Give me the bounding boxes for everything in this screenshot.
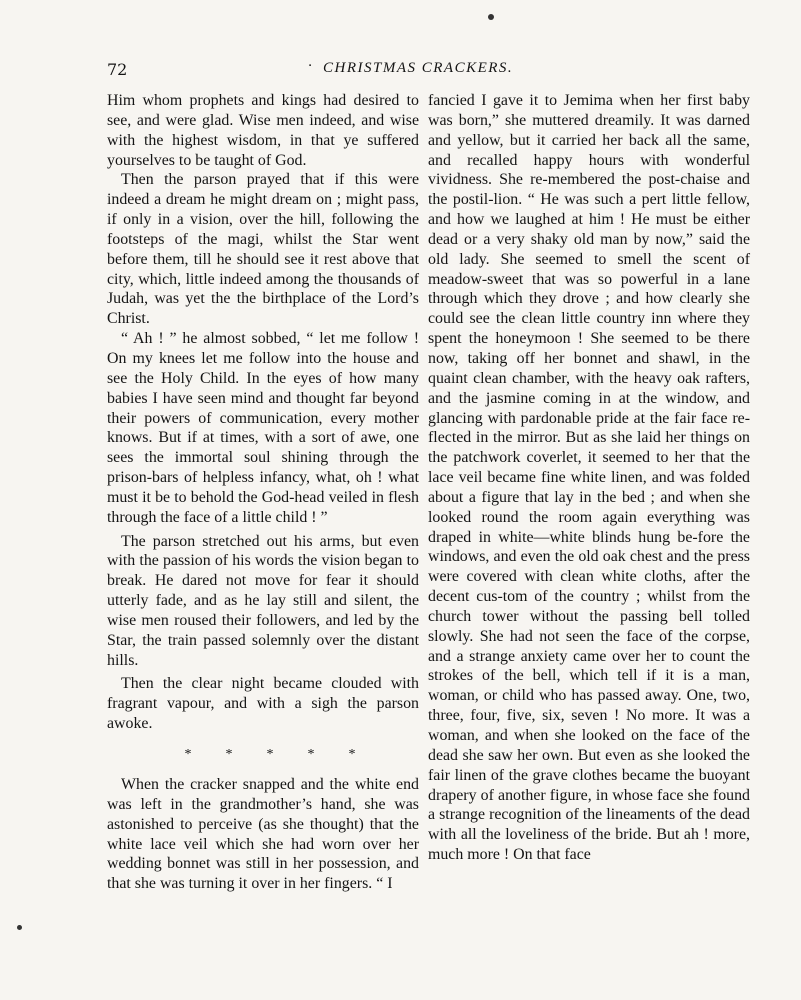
paragraph: “ Ah ! ” he almost sobbed, “ let me follow ! On my knees let me follow into the house and see the Holy Child. In the eyes of how many babies I have seen mind and thought far beyond their powers of communication, every mother knows. But if at times, with a sort of awe, one sees the immortal soul shining through the prison-bars of helpless infancy, what, oh ! what must it be to behold the God-head veiled in flesh through the face of a little child ! ” [107, 330, 419, 526]
divider-star: * [348, 746, 356, 762]
right-column [428, 91, 750, 865]
ink-speck-margin [17, 925, 22, 930]
running-title: · CHRISTMAS CRACKERS. [323, 60, 513, 77]
paragraph: Then the clear night became clouded with fragrant vapour, and with a sigh the parson awoke. [107, 675, 419, 733]
ink-speck-top [488, 14, 494, 20]
page-number: 72 [107, 60, 128, 79]
paragraph: fancied I gave it to Jemima when her first baby was born,” she muttered dreamily. It was darned and yellow, but it carried her back all the same, and recalled happy hours with wonderful vividness. She re-membered the post-chaise and the postil-lion. “ He was such a pert little fellow, and how we laughed at him ! He must be either dead or a very shaky old man by now,” said the old lady. She seemed to smell the scent of meadow-sweet that was so powerful in a lane through which they drove ; and how clearly she could see the clean little country inn where they spent the honeymoon ! She seemed to be there now, taking off her bonnet and shawl, in the quaint clean chamber, with the heavy oak rafters, and the jasmine coming in at the window, and glancing with pardonable pride at the fair face re-flected in the mirror. But as she laid her things on the patchwork coverlet, it seemed to her that the lace veil became fine white linen, and was folded about a figure that lay in the bed ; and when she looked round the room again everything was draped in white—white blinds hung be-fore the windows, and even the old oak chest and the press were covered with clean white cloths, after the decent cus-tom of the country ; whilst from the church tower without the passing bell tolled slowly. She had not seen the face of the corpse, and a strange anxiety came over her to count the strokes of the bell, which tell if it is a man, woman, or child who has passed away. One, two, three, four, five, six, seven ! No more. It was a woman, and when she looked on the face of the dead she saw her own. But even as she looked the fair linen of the grave clothes became the buoyant drapery of another figure, in whose face she found a strange recognition of the lineaments of the dead with all the loveliness of the bride. But ah ! more, much more ! On that face [428, 92, 750, 864]
divider-star: * [184, 746, 192, 762]
divider-star: * [225, 746, 233, 762]
divider-star: * [266, 746, 274, 762]
paragraph: Him whom prophets and kings had desired to see, and were glad. Wise men indeed, and wise with the highest wisdom, in that ye suffered yourselves to be taught of God. [107, 92, 419, 169]
divider-star: * [307, 746, 315, 762]
paragraph: When the cracker snapped and the white end was left in the grandmother’s hand, she was astonished to perceive (as she thought) that the white lace veil which she had worn over her wedding bonnet was still in her possession, and that she was turning it over in her fingers. “ I [107, 776, 419, 893]
paragraph: The parson stretched out his arms, but even with the passion of his words the vision began to break. He dared not move for fear it should utterly fade, and as he lay still and silent, the wise men roused their followers, and led by the Star, the train passed solemnly over the distant hills. [107, 532, 419, 669]
paragraph: Then the parson prayed that if this were indeed a dream he might dream on ; might pass, if only in a vision, over the hill, following the footsteps of the magi, whilst the Star went before them, till he should see it rest above that city, which, little indeed among the thousands of Judah, was yet the the birthplace of the Lord’s Christ. [107, 171, 419, 328]
section-divider [107, 734, 419, 775]
left-column [107, 91, 419, 894]
